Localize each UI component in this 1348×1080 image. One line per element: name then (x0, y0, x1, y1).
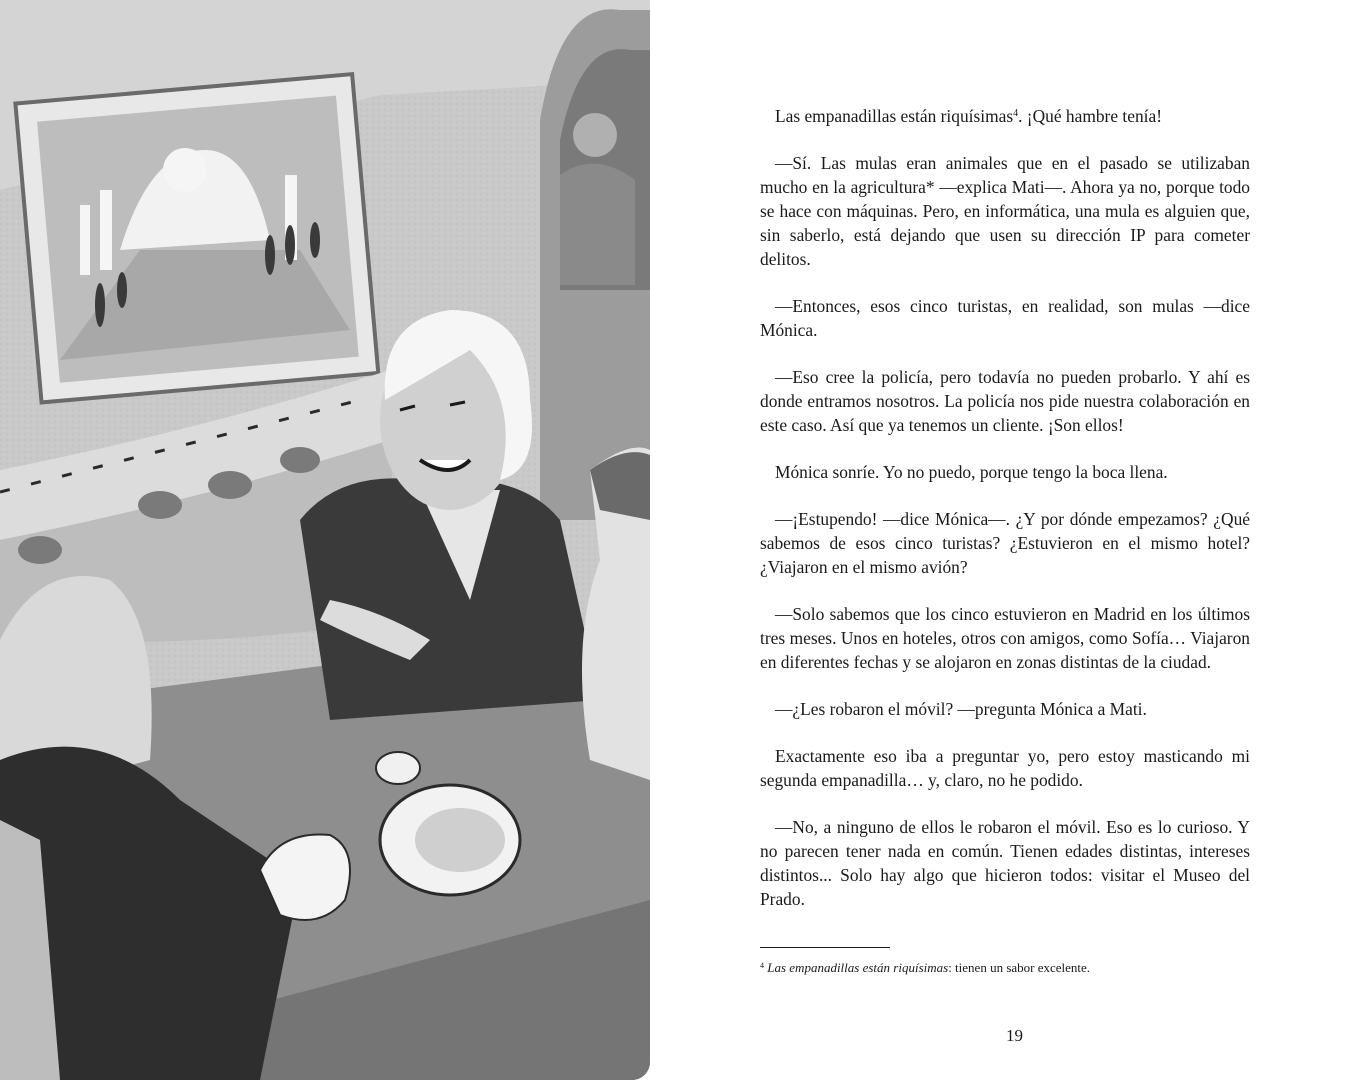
footnote-marker: 4 (1013, 108, 1019, 119)
paragraph: —No, a ninguno de ellos le robaron el móvil. Eso es lo curioso. Y no parecen tener nada en común. Tienen edades distintas, intereses distintos... Solo hay algo que hicieron todos: visitar el Museo del Prado. (760, 817, 1250, 909)
paragraph: —Eso cree la policía, pero todavía no pueden probarlo. Y ahí es donde entramos nosotros. La policía nos pide nuestra colaboración en este caso. Así que ya tenemos un cliente. ¡Son ellos! (760, 367, 1250, 435)
paragraph: —Solo sabemos que los cinco estuvieron en Madrid en los últimos tres meses. Unos en hoteles, otros con amigos, como Sofía… Viajaron en diferentes fechas y se alojaron en zonas distintas de la ciudad. (760, 604, 1250, 672)
paragraph: —Sí. Las mulas eran animales que en el pasado se utilizaban mucho en la agricultura* —explica Mati—. Ahora ya no, porque todo se hace con máquinas. Pero, en informática, una mula es alguien que, sin saberlo, está dejando que usen su dirección IP para cometer delitos. (760, 153, 1250, 269)
paragraph: —Entonces, esos cinco turistas, en realidad, son mulas —dice Mónica. (760, 296, 1250, 340)
footnote: $^4$ Las empanadillas están riquísimas: tienen un sabor excelente. (760, 960, 1091, 975)
footnote-divider (760, 947, 890, 948)
paragraph: —¡Estupendo! —dice Mónica—. ¿Y por dónde empezamos? ¿Qué sabemos de esos cinco turistas? ¿Estuvieron en el mismo hotel? ¿Viajaron en el mismo avión? (760, 509, 1250, 577)
page-number: 19 (1006, 1026, 1023, 1045)
cup (376, 752, 420, 784)
footnote-term: Las empanadillas están riquísimas (767, 960, 949, 975)
paragraph: —¿Les robaron el móvil? —pregunta Mónica a Mati. (775, 699, 1147, 719)
paragraph: Exactamente eso iba a preguntar yo, pero estoy masticando mi segunda empanadilla… y, claro, no he podido. (760, 746, 1250, 790)
paragraph: Mónica sonríe. Yo no puedo, porque tengo la boca llena. (775, 462, 1168, 482)
illustration-restaurant-scene (0, 0, 650, 1080)
body-text (760, 104, 1250, 934)
taj-mahal-painting (15, 74, 378, 402)
text-page (650, 0, 1348, 1080)
paragraph: Las empanadillas están riquísimas$^4$. ¡Qué hambre tenía! (775, 106, 1162, 126)
background-person (573, 113, 617, 157)
footnote-definition: : tienen un sabor excelente. (948, 960, 1091, 975)
illustration-image (0, 0, 650, 1080)
